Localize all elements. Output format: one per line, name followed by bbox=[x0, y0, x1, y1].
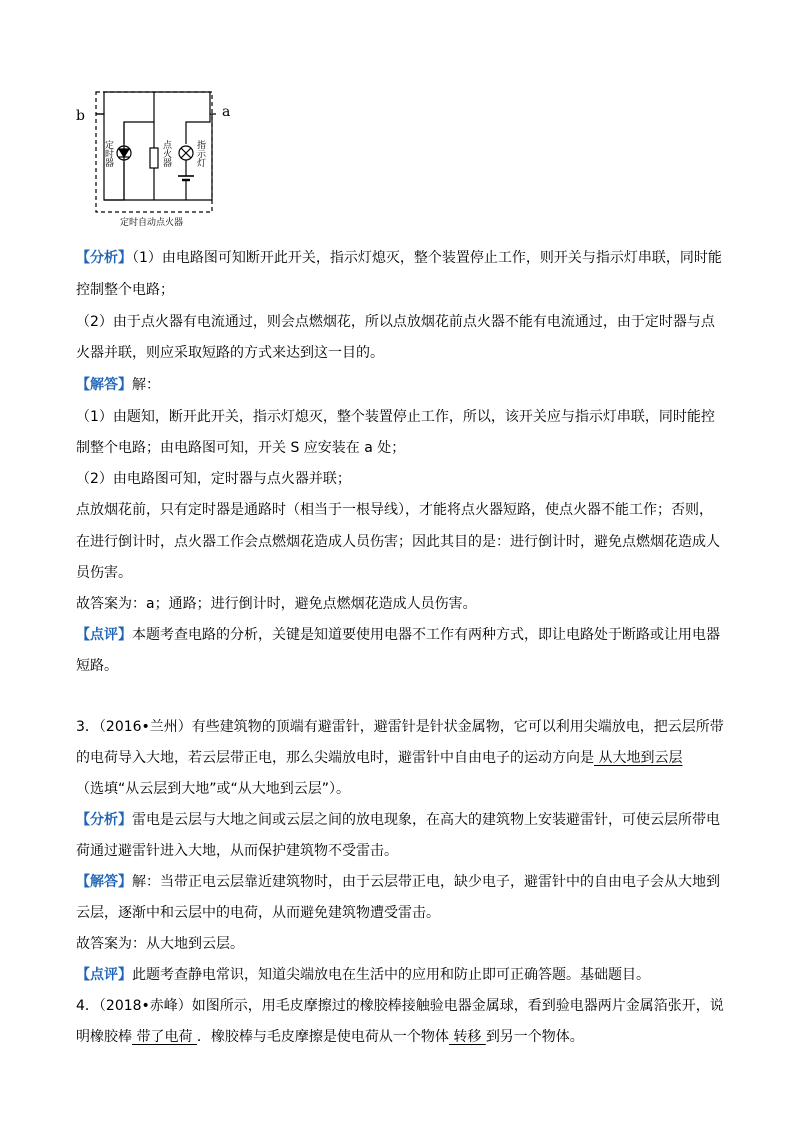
text: 解： bbox=[132, 377, 160, 393]
label-b: b bbox=[76, 108, 85, 124]
analysis-tag: 【分析】 bbox=[76, 812, 132, 828]
label-a: a bbox=[222, 104, 231, 120]
q2-solution-line-2: （1）由题知，断开此开关，指示灯熄灭，整个装置停止工作，所以，该开关应与指示灯串联，同时能控 bbox=[76, 409, 715, 425]
text: 到另一个物体。 bbox=[485, 1029, 584, 1045]
q3-comment bbox=[76, 965, 726, 985]
q2-analysis-line-2: 控制整个电路； bbox=[76, 282, 174, 298]
q2-solution-line-4: （2）由电路图可知，定时器与点火器并联； bbox=[76, 471, 351, 487]
q3-stem-line-2 bbox=[76, 748, 726, 768]
solution-tag: 【解答】 bbox=[76, 874, 132, 890]
q2-solution-line-5: 点放烟花前，只有定时器是通路时（相当于一根导线），才能将点火器短路，使点火器不能工作；否则， bbox=[76, 502, 713, 518]
comment-tag: 【点评】 bbox=[76, 967, 132, 983]
text: 解：当带正电云层靠近建筑物时，由于云层带正电，缺少电子，避雷针中的自由电子会从大地到 bbox=[132, 874, 720, 890]
text: 雷电是云层与大地之间或云层之间的放电现象，在高大的建筑物上安装避雷针，可使云层所带电 bbox=[132, 812, 720, 828]
q4-answer-blank-2: 转移 bbox=[448, 1029, 486, 1045]
q2-comment-line-1 bbox=[76, 625, 726, 645]
q4-stem-line-1: 4．（2018•赤峰）如图所示，用毛皮摩擦过的橡胶棒接触验电器金属球，看到验电器两片金属箔张开，说 bbox=[76, 998, 724, 1014]
q2-analysis-line-4: 火器并联，则应采取短路的方式来达到这一目的。 bbox=[76, 345, 384, 361]
q3-stem-line-3: （选填“从云层到大地”或“从大地到云层”）。 bbox=[76, 781, 351, 797]
lamp-label: 指示灯 bbox=[195, 140, 205, 167]
circuit-svg bbox=[72, 82, 242, 232]
text: 的电荷导入大地，若云层带正电，那么尖端放电时，避雷针中自由电子的运动方向是 bbox=[76, 750, 594, 766]
comment-tag: 【点评】 bbox=[76, 627, 132, 643]
q3-solution-line-1 bbox=[76, 872, 726, 892]
text: ．橡胶棒与毛皮摩擦是使电荷从一个物体 bbox=[196, 1029, 449, 1045]
q4-answer-blank-1: 带了电荷 bbox=[132, 1029, 197, 1045]
text: 本题考查电路的分析，关键是知道要使用电器不工作有两种方式，即让电路处于断路或让用电器 bbox=[132, 627, 720, 643]
text: 明橡胶棒 bbox=[76, 1029, 132, 1045]
top-wire bbox=[96, 92, 216, 114]
diagram-caption: 定时自动点火器 bbox=[120, 218, 184, 228]
q3-analysis-line-1 bbox=[76, 810, 726, 830]
q3-answer-blank: 从大地到云层 bbox=[594, 750, 683, 766]
q2-solution-line-1 bbox=[76, 375, 726, 395]
solution-tag: 【解答】 bbox=[76, 377, 132, 393]
igniter-symbol bbox=[150, 148, 158, 168]
text: 此题考查静电常识，知道尖端放电在生活中的应用和防止即可正确答题。基础题目。 bbox=[132, 967, 650, 983]
q2-analysis-line-1 bbox=[76, 248, 726, 268]
q2-analysis-line-3: （2）由于点火器有电流通过，则会点燃烟花，所以点放烟花前点火器不能有电流通过，由于定时器与点 bbox=[76, 314, 715, 330]
circuit-diagram bbox=[72, 82, 242, 232]
text: （1）由电路图可知断开此开关，指示灯熄灭，整个装置停止工作，则开关与指示灯串联，同时能 bbox=[132, 250, 722, 266]
q3-solution-line-2: 云层，逐渐中和云层中的电荷，从而避免建筑物遭受雷击。 bbox=[76, 905, 440, 921]
q2-comment-line-2: 短路。 bbox=[76, 658, 118, 674]
q2-solution-line-3: 制整个电路；由电路图可知，开关 S 应安装在 a 处； bbox=[76, 440, 406, 456]
q3-analysis-line-2: 荷通过避雷针进入大地，从而保护建筑物不受雷击。 bbox=[76, 843, 398, 859]
q4-stem-line-2 bbox=[76, 1027, 726, 1047]
q2-solution-line-6: 在进行倒计时，点火器工作会点燃烟花造成人员伤害；因此其目的是：进行倒计时，避免点燃烟花造成人 bbox=[76, 534, 720, 550]
q2-answer: 故答案为：a；通路；进行倒计时，避免点燃烟花造成人员伤害。 bbox=[76, 596, 477, 612]
timer-label: 定时器 bbox=[103, 140, 113, 167]
q3-answer: 故答案为：从大地到云层。 bbox=[76, 936, 244, 952]
q3-stem-line-1: 3．（2016•兰州）有些建筑物的顶端有避雷针，避雷针是针状金属物，它可以利用尖端放电，把云层所带 bbox=[76, 719, 724, 735]
q2-solution-line-7: 员伤害。 bbox=[76, 565, 132, 581]
analysis-tag: 【分析】 bbox=[76, 250, 132, 266]
igniter-label: 点火器 bbox=[161, 140, 171, 167]
